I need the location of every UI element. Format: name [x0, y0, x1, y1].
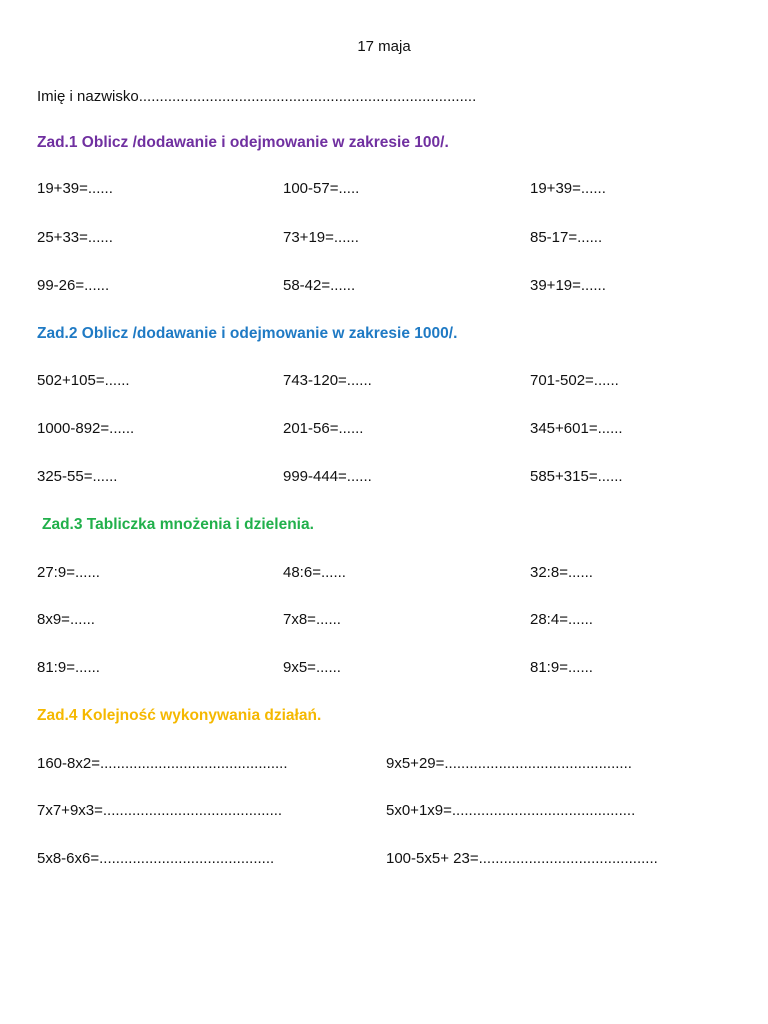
task1-row [37, 277, 757, 297]
student-name-line: Imię i nazwisko................................................................................. [37, 88, 477, 105]
task1-row [37, 180, 757, 200]
task4-heading: Zad.4 Kolejność wykonywania działań. [37, 707, 322, 724]
task3-heading: Zad.3 Tabliczka mnożenia i dzielenia. [42, 516, 314, 533]
task1-row [37, 229, 757, 249]
exercise: 99-26=...... [37, 277, 110, 294]
exercise: 81:9=...... [530, 659, 593, 676]
task1-heading: Zad.1 Oblicz /dodawanie i odejmowanie w zakresie 100/. [37, 134, 449, 151]
exercise: 1000-892=...... [37, 420, 135, 437]
exercise: 701-502=...... [530, 372, 619, 389]
task2-row [37, 468, 757, 488]
exercise: 201-56=...... [283, 420, 364, 437]
exercise: 9x5=...... [283, 659, 341, 676]
exercise: 5x0+1x9=............................................ [386, 802, 636, 819]
exercise: 19+39=...... [530, 180, 606, 197]
exercise: 5x8-6x6=.......................................... [37, 850, 275, 867]
exercise: 100-57=..... [283, 180, 360, 197]
exercise: 73+19=...... [283, 229, 359, 246]
exercise: 345+601=...... [530, 420, 623, 437]
task3-row [37, 611, 757, 631]
exercise: 325-55=...... [37, 468, 118, 485]
exercise: 502+105=...... [37, 372, 130, 389]
exercise: 48:6=...... [283, 564, 346, 581]
exercise: 100-5x5+ 23=........................................... [386, 850, 658, 867]
exercise: 32:8=...... [530, 564, 593, 581]
task4-row [37, 802, 757, 822]
exercise: 81:9=...... [37, 659, 100, 676]
exercise: 585+315=...... [530, 468, 623, 485]
exercise: 8x9=...... [37, 611, 95, 628]
exercise: 27:9=...... [37, 564, 100, 581]
worksheet-date: 17 maja [357, 38, 411, 55]
exercise: 743-120=...... [283, 372, 372, 389]
exercise: 9x5+29=............................................. [386, 755, 632, 772]
task4-row [37, 850, 757, 870]
exercise: 160-8x2=............................................. [37, 755, 288, 772]
task3-row [37, 564, 757, 584]
exercise: 58-42=...... [283, 277, 356, 294]
exercise: 28:4=...... [530, 611, 593, 628]
task2-row [37, 420, 757, 440]
exercise: 19+39=...... [37, 180, 113, 197]
task3-row [37, 659, 757, 679]
task4-row [37, 755, 757, 775]
exercise: 7x8=...... [283, 611, 341, 628]
exercise: 39+19=...... [530, 277, 606, 294]
task2-heading: Zad.2 Oblicz /dodawanie i odejmowanie w zakresie 1000/. [37, 325, 458, 342]
exercise: 25+33=...... [37, 229, 113, 246]
exercise: 999-444=...... [283, 468, 372, 485]
exercise: 7x7+9x3=........................................... [37, 802, 283, 819]
exercise: 85-17=...... [530, 229, 603, 246]
task2-row [37, 372, 757, 392]
